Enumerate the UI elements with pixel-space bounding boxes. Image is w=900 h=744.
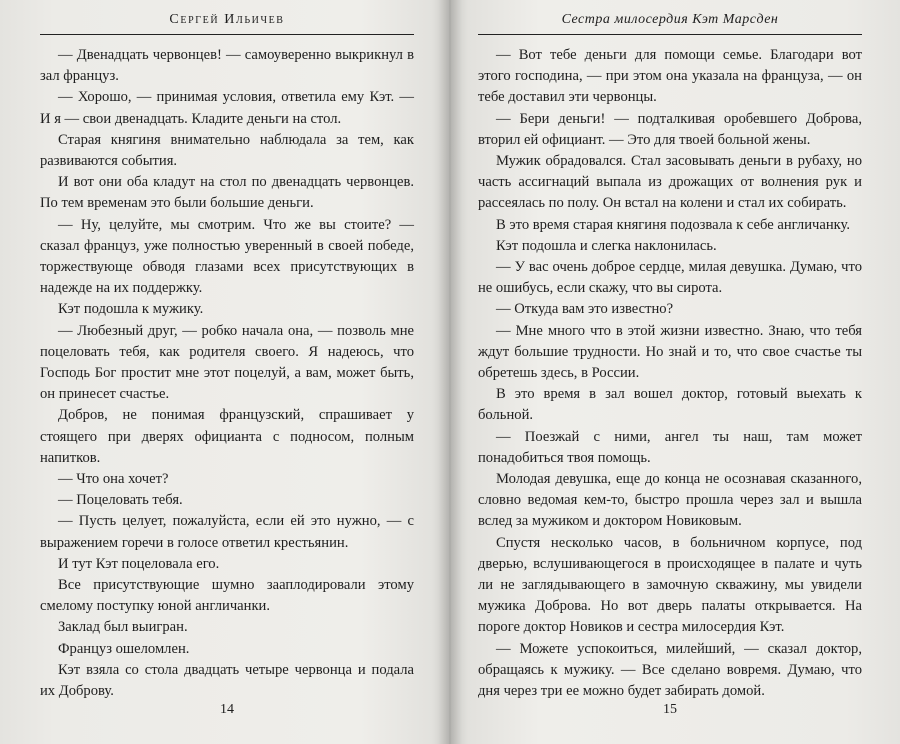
paragraph: — Хорошо, — принимая условия, ответила ему Кэт. — И я — свои двенадцать. Кладите деньги на стол. <box>40 89 414 127</box>
paragraph: — Ну, целуйте, мы смотрим. Что же вы стоите? — сказал француз, уже полностью уверенный в своей победе, торжествующе обводя глазами всех присутствующих в надежде на их поддержку. <box>40 216 414 297</box>
paragraph: В это время старая княгиня подозвала к себе англичанку. <box>496 216 850 233</box>
left-body-text <box>40 45 414 702</box>
paragraph: — Что она хочет? <box>58 471 169 488</box>
paragraph: — Откуда вам это известно? <box>496 301 674 318</box>
right-body-text <box>478 45 862 702</box>
right-running-head: Сестра милосердия Кэт Марсден <box>561 12 779 27</box>
paragraph: — Можете успокоиться, милейший, — сказал доктор, обращаясь к мужику. — Все сделано вовремя. Думаю, что дня через три ее можно будет забирать домой. <box>478 640 862 700</box>
right-page <box>478 0 862 744</box>
left-running-head: Сергей Ильичев <box>169 12 285 27</box>
paragraph: Спустя несколько часов, в больничном корпусе, под дверью, вслушивающегося в происходящее в палате и чуть ли не заглядывающего в замочную скважину, мы увидели мужика Доброва. Но вот дверь палаты открывается. На пороге доктор Новиков и сестра милосердия Кэт. <box>478 534 862 636</box>
paragraph: Кэт подошла к мужику. <box>58 301 204 318</box>
paragraph: В это время в зал вошел доктор, готовый выехать к больной. <box>478 386 862 424</box>
paragraph: Молодая девушка, еще до конца не осознавая сказанного, словно ведомая кем-то, быстро прошла через зал и вышла вслед за мужиком и доктором Новиковым. <box>478 471 862 530</box>
paragraph: — Любезный друг, — робко начала она, — позволь мне поцеловать тебя, как родителя своего. Я надеюсь, что Господь Бог простит мне этот поцелуй, а вам, может быть, он принесет счастье. <box>40 322 414 403</box>
paragraph: — Двенадцать червонцев! — самоуверенно выкрикнул в зал француз. <box>40 47 414 85</box>
left-page <box>40 0 414 744</box>
paragraph: Кэт подошла и слегка наклонилась. <box>496 237 717 254</box>
paragraph: — У вас очень доброе сердце, милая девушка. Думаю, что не ошибусь, если скажу, что вы сирота. <box>478 259 862 297</box>
paragraph: Француз ошеломлен. <box>58 640 190 657</box>
paragraph: И вот они оба кладут на стол по двенадцать червонцев. По тем временам это были большие деньги. <box>40 174 414 212</box>
paragraph: — Вот тебе деньги для помощи семье. Благодари вот этого господина, — при этом она указала на француза, — он тебе доставил эти червонцы. <box>478 47 862 106</box>
left-page-number: 14 <box>220 702 234 717</box>
paragraph: — Бери деньги! — подталкивая оробевшего Доброва, вторил ей официант. — Это для твоей больной жены. <box>478 110 862 148</box>
paragraph: — Поезжай с ними, ангел ты наш, там может понадобиться твоя помощь. <box>478 428 862 466</box>
right-header-rule <box>478 34 862 35</box>
paragraph: Кэт взяла со стола двадцать четыре червонца и подала их Доброву. <box>40 661 414 700</box>
book-gutter <box>438 0 462 744</box>
paragraph: Старая княгиня внимательно наблюдала за тем, как развиваются события. <box>40 131 414 170</box>
paragraph: И тут Кэт поцеловала его. <box>58 555 220 572</box>
paragraph: Мужик обрадовался. Стал засовывать деньги в рубаху, но часть ассигнаций выпала из дрожащих от волнения рук и рассеялась по полу. Он встал на колени и стал их собирать. <box>478 153 862 212</box>
right-page-number: 15 <box>663 702 677 717</box>
paragraph: — Пусть целует, пожалуйста, если ей это нужно, — с выражением горечи в голосе ответил крестьянин. <box>40 513 414 551</box>
paragraph: Заклад был выигран. <box>58 619 188 636</box>
left-header-rule <box>40 34 414 35</box>
paragraph: Добров, не понимая французский, спрашивает у стоящего при дверях официанта с подносом, полным напитков. <box>40 407 414 466</box>
paragraph: — Мне много что в этой жизни известно. Знаю, что тебя ждут большие трудности. Но знай и то, что свое счастье ты обретешь здесь, в России. <box>478 322 862 382</box>
paragraph: — Поцеловать тебя. <box>58 492 183 509</box>
paragraph: Все присутствующие шумно зааплодировали этому смелому поступку юной англичанки. <box>40 577 414 615</box>
